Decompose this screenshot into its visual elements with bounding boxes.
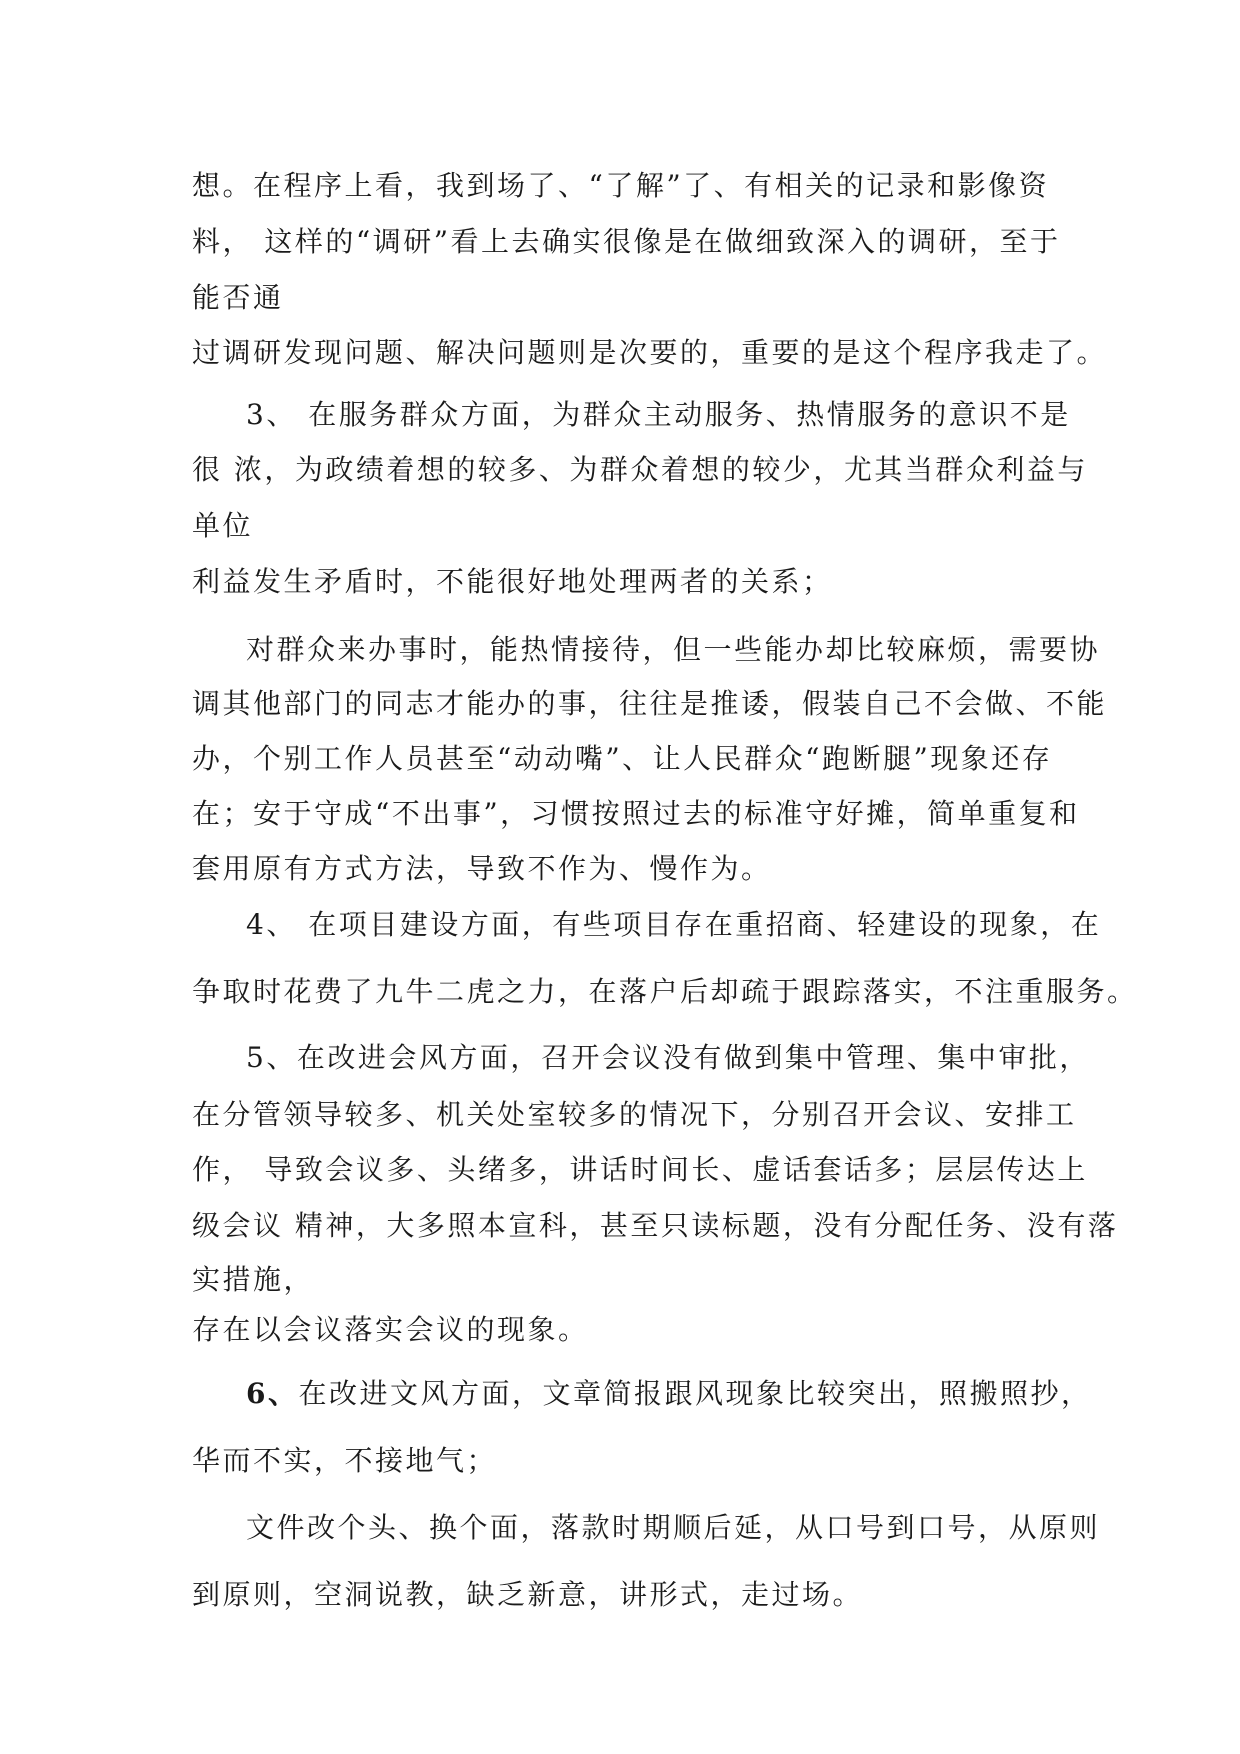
paragraph-line: 想。在程序上看，我到场了、“了解”了、有相关的记录和影像资 [192, 169, 1050, 202]
paragraph-line: 存在以会议落实会议的现象。 [192, 1313, 589, 1346]
item-5-line: 5、在改进会风方面，召开会议没有做到集中管理、集中审批， [246, 1041, 1090, 1074]
paragraph-line: 华而不实，不接地气； [192, 1444, 498, 1477]
paragraph-line: 级会议 精神，大多照本宣科，甚至只读标题，没有分配任务、没有落 [192, 1209, 1119, 1242]
paragraph-line: 能否通 [192, 281, 284, 314]
paragraph-line: 文件改个头、换个面，落款时期顺后延，从口号到口号，从原则 [246, 1511, 1101, 1544]
paragraph-line: 争取时花费了九牛二虎之力，在落户后却疏于跟踪落实，不注重服务。 [192, 975, 1138, 1008]
paragraph-line: 办，个别工作人员甚至“动动嘴”、让人民群众“跑断腿”现象还存 [192, 742, 1053, 775]
paragraph-line: 过调研发现问题、解决问题则是次要的，重要的是这个程序我走了。 [192, 336, 1108, 369]
paragraph-line: 实措施， [192, 1263, 315, 1296]
paragraph-line: 对群众来办事时，能热情接待，但一些能办却比较麻烦，需要协 [246, 633, 1101, 666]
item-6-text: 在改进文风方面，文章简报跟风现象比较突出，照搬照抄， [298, 1377, 1092, 1410]
paragraph-line: 到原则，空洞说教，缺乏新意，讲形式，走过场。 [192, 1578, 864, 1611]
paragraph-line: 单位 [192, 509, 254, 542]
item-6-line [246, 1376, 1092, 1412]
paragraph-line: 利益发生矛盾时，不能很好地处理两者的关系； [192, 565, 833, 598]
item-3-line: 3、 在服务群众方面，为群众主动服务、热情服务的意识不是 [246, 398, 1071, 431]
paragraph-line: 在分管领导较多、机关处室较多的情况下，分别召开会议、安排工 [192, 1098, 1077, 1131]
paragraph-line: 很 浓，为政绩着想的较多、为群众着想的较少，尤其当群众利益与 [192, 453, 1088, 486]
paragraph-line: 料， 这样的“调研”看上去确实很像是在做细致深入的调研，至于 [192, 225, 1061, 258]
paragraph-line: 调其他部门的同志才能办的事，往往是推诿，假装自己不会做、不能 [192, 687, 1108, 720]
item-6-number: 6、 [246, 1377, 299, 1410]
paragraph-line: 在；安于守成“不出事”，习惯按照过去的标准守好摊，简单重复和 [192, 797, 1080, 830]
paragraph-line: 作， 导致会议多、头绪多，讲话时间长、虚话套话多；层层传达上 [192, 1153, 1088, 1186]
paragraph-line: 套用原有方式方法，导致不作为、慢作为。 [192, 852, 772, 885]
item-4-line: 4、 在项目建设方面，有些项目存在重招商、轻建设的现象，在 [246, 908, 1102, 941]
